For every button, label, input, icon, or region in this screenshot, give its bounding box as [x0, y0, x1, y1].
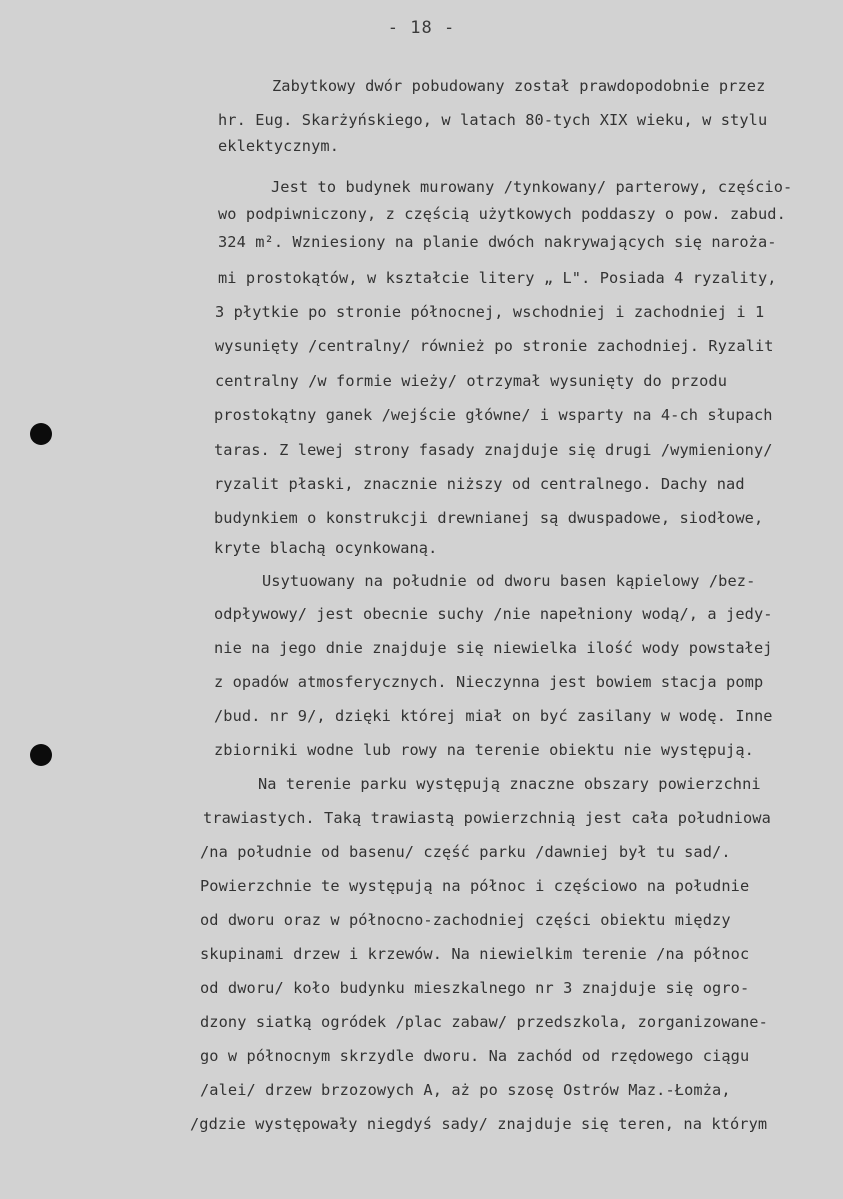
text-line: 324 m². Wzniesiony na planie dwóch nakrywających się naroża- — [218, 233, 777, 251]
text-line: budynkiem o konstrukcji drewnianej są dwuspadowe, siodłowe, — [214, 509, 764, 527]
text-line: taras. Z lewej strony fasady znajduje się drugi /wymieniony/ — [214, 441, 773, 459]
text-line: eklektycznym. — [218, 137, 340, 155]
text-line: skupinami drzew i krzewów. Na niewielkim terenie /na północ — [200, 945, 750, 963]
text-line: /na południe od basenu/ część parku /dawniej był tu sad/. — [200, 843, 731, 861]
text-line: hr. Eug. Skarżyńskiego, w latach 80-tych XIX wieku, w stylu — [218, 111, 768, 129]
text-line: od dworu oraz w północno-zachodniej części obiektu między — [200, 911, 731, 929]
page-number: - 18 - — [387, 18, 456, 38]
text-line: trawiastych. Taką trawiastą powierzchnią jest cała południowa — [203, 809, 771, 827]
text-line: nie na jego dnie znajduje się niewielka ilość wody powstałej — [214, 639, 773, 657]
text-line: 3 płytkie po stronie północnej, wschodniej i zachodniej i 1 — [215, 303, 765, 321]
text-line: wo podpiwniczony, z częścią użytkowych poddaszy o pow. zabud. — [218, 205, 786, 223]
text-line: go w północnym skrzydle dworu. Na zachód od rzędowego ciągu — [200, 1047, 750, 1065]
text-line: /alei/ drzew brzozowych A, aż po szosę Ostrów Maz.-Łomża, — [200, 1081, 731, 1099]
text-line: z opadów atmosferycznych. Nieczynna jest bowiem stacja pomp — [214, 673, 764, 691]
text-line: od dworu/ koło budynku mieszkalnego nr 3 znajduje się ogro- — [200, 979, 750, 997]
text-line: wysunięty /centralny/ również po stronie zachodniej. Ryzalit — [215, 337, 774, 355]
text-line: Zabytkowy dwór pobudowany został prawdopodobnie przez — [272, 77, 766, 95]
text-line: zbiorniki wodne lub rowy na terenie obiektu nie występują. — [214, 741, 754, 759]
punch-hole — [30, 423, 52, 445]
text-line: odpływowy/ jest obecnie suchy /nie napełniony wodą/, a jedy- — [214, 605, 773, 623]
text-line: Jest to budynek murowany /tynkowany/ parterowy, częścio- — [271, 178, 793, 196]
text-line: /bud. nr 9/, dzięki której miał on być zasilany w wodę. Inne — [214, 707, 773, 725]
text-line: Usytuowany na południe od dworu basen kąpielowy /bez- — [262, 572, 756, 590]
text-line: /gdzie występowały niegdyś sady/ znajduje się teren, na którym — [190, 1115, 768, 1133]
text-line: dzony siatką ogródek /plac zabaw/ przedszkola, zorganizowane- — [200, 1013, 768, 1031]
text-line: mi prostokątów, w kształcie litery „ L". Posiada 4 ryzality, — [218, 269, 777, 287]
text-line: ryzalit płaski, znacznie niższy od centralnego. Dachy nad — [214, 475, 745, 493]
text-line: Na terenie parku występują znaczne obszary powierzchni — [258, 775, 761, 793]
text-line: Powierzchnie te występują na północ i częściowo na południe — [200, 877, 750, 895]
text-line: prostokątny ganek /wejście główne/ i wsparty na 4-ch słupach — [214, 406, 773, 424]
punch-hole — [30, 744, 52, 766]
text-line: kryte blachą ocynkowaną. — [214, 539, 438, 557]
text-line: centralny /w formie wieży/ otrzymał wysunięty do przodu — [215, 372, 728, 390]
